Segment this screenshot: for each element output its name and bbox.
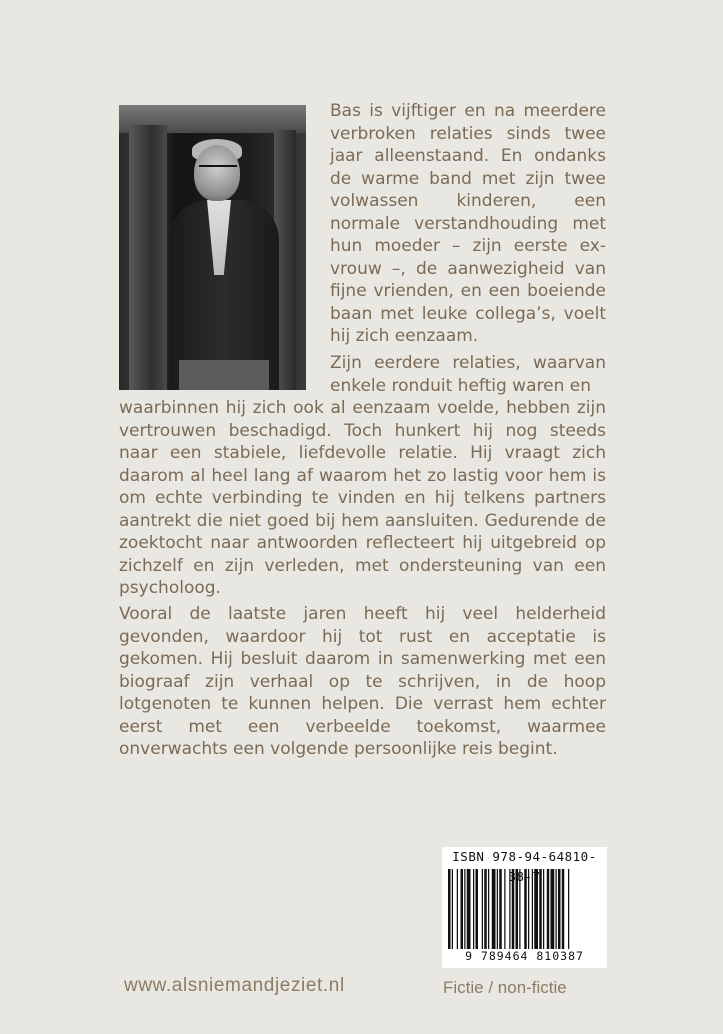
blurb-paragraph-2-start: Zijn eerdere relaties, waarvan enkele ronduit heftig waren en [330, 353, 606, 396]
blurb-paragraph-3: Vooral de laatste jaren heeft hij veel helderheid gevonden, waardoor hij tot rust en acceptatie is gekomen. Hij besluit daarom in samenwerking met een biograaf zijn verhaal op te schrijven, in de hoop lotgenoten te kunnen helpen. Die verrast hem echter eerst met een verbeelde toekomst, waarmee onverwachts een volgende persoonlijke reis begint. [119, 604, 606, 759]
isbn-label: ISBN 978-94-64810- 8-7 [452, 849, 597, 884]
isbn-barcode [442, 847, 607, 968]
website-url: www.alsniemandjeziet.nl [124, 975, 345, 996]
genre-label: Fictie / non-fictie [443, 978, 567, 997]
blurb-paragraph-1: Bas is vijftiger en na meerdere verbroken relaties sinds twee jaar alleenstaand. En ondanks de warme band met zijn twee volwassen kinderen, een normale verstandhouding met hun moeder – zijn eerste ex-vrouw –, de aanwezigheid van fijne vrienden, en een boeiende baan met leuke collega’s, voelt hij zich eenzaam. [330, 101, 606, 346]
barcode-digits: 9 789464 810387 [465, 949, 584, 963]
barcode-bars [448, 869, 601, 949]
author-photo [119, 105, 306, 390]
blurb-paragraph-2-continued: waarbinnen hij zich ook al eenzaam voelde, hebben zijn vertrouwen beschadigd. Toch hunkert hij nog steeds naar een stabiele, liefdevolle relatie. Hij vraagt zich daarom al heel lang af waarom het zo lastig voor hem is om echte verbinding te vinden en hij telkens partners aantrekt die niet goed bij hem aansluiten. Gedurende de zoektocht naar antwoorden reflecteert hij uitgebreid op zichzelf en zijn verleden, met ondersteuning van een psycholoog. [119, 398, 606, 598]
